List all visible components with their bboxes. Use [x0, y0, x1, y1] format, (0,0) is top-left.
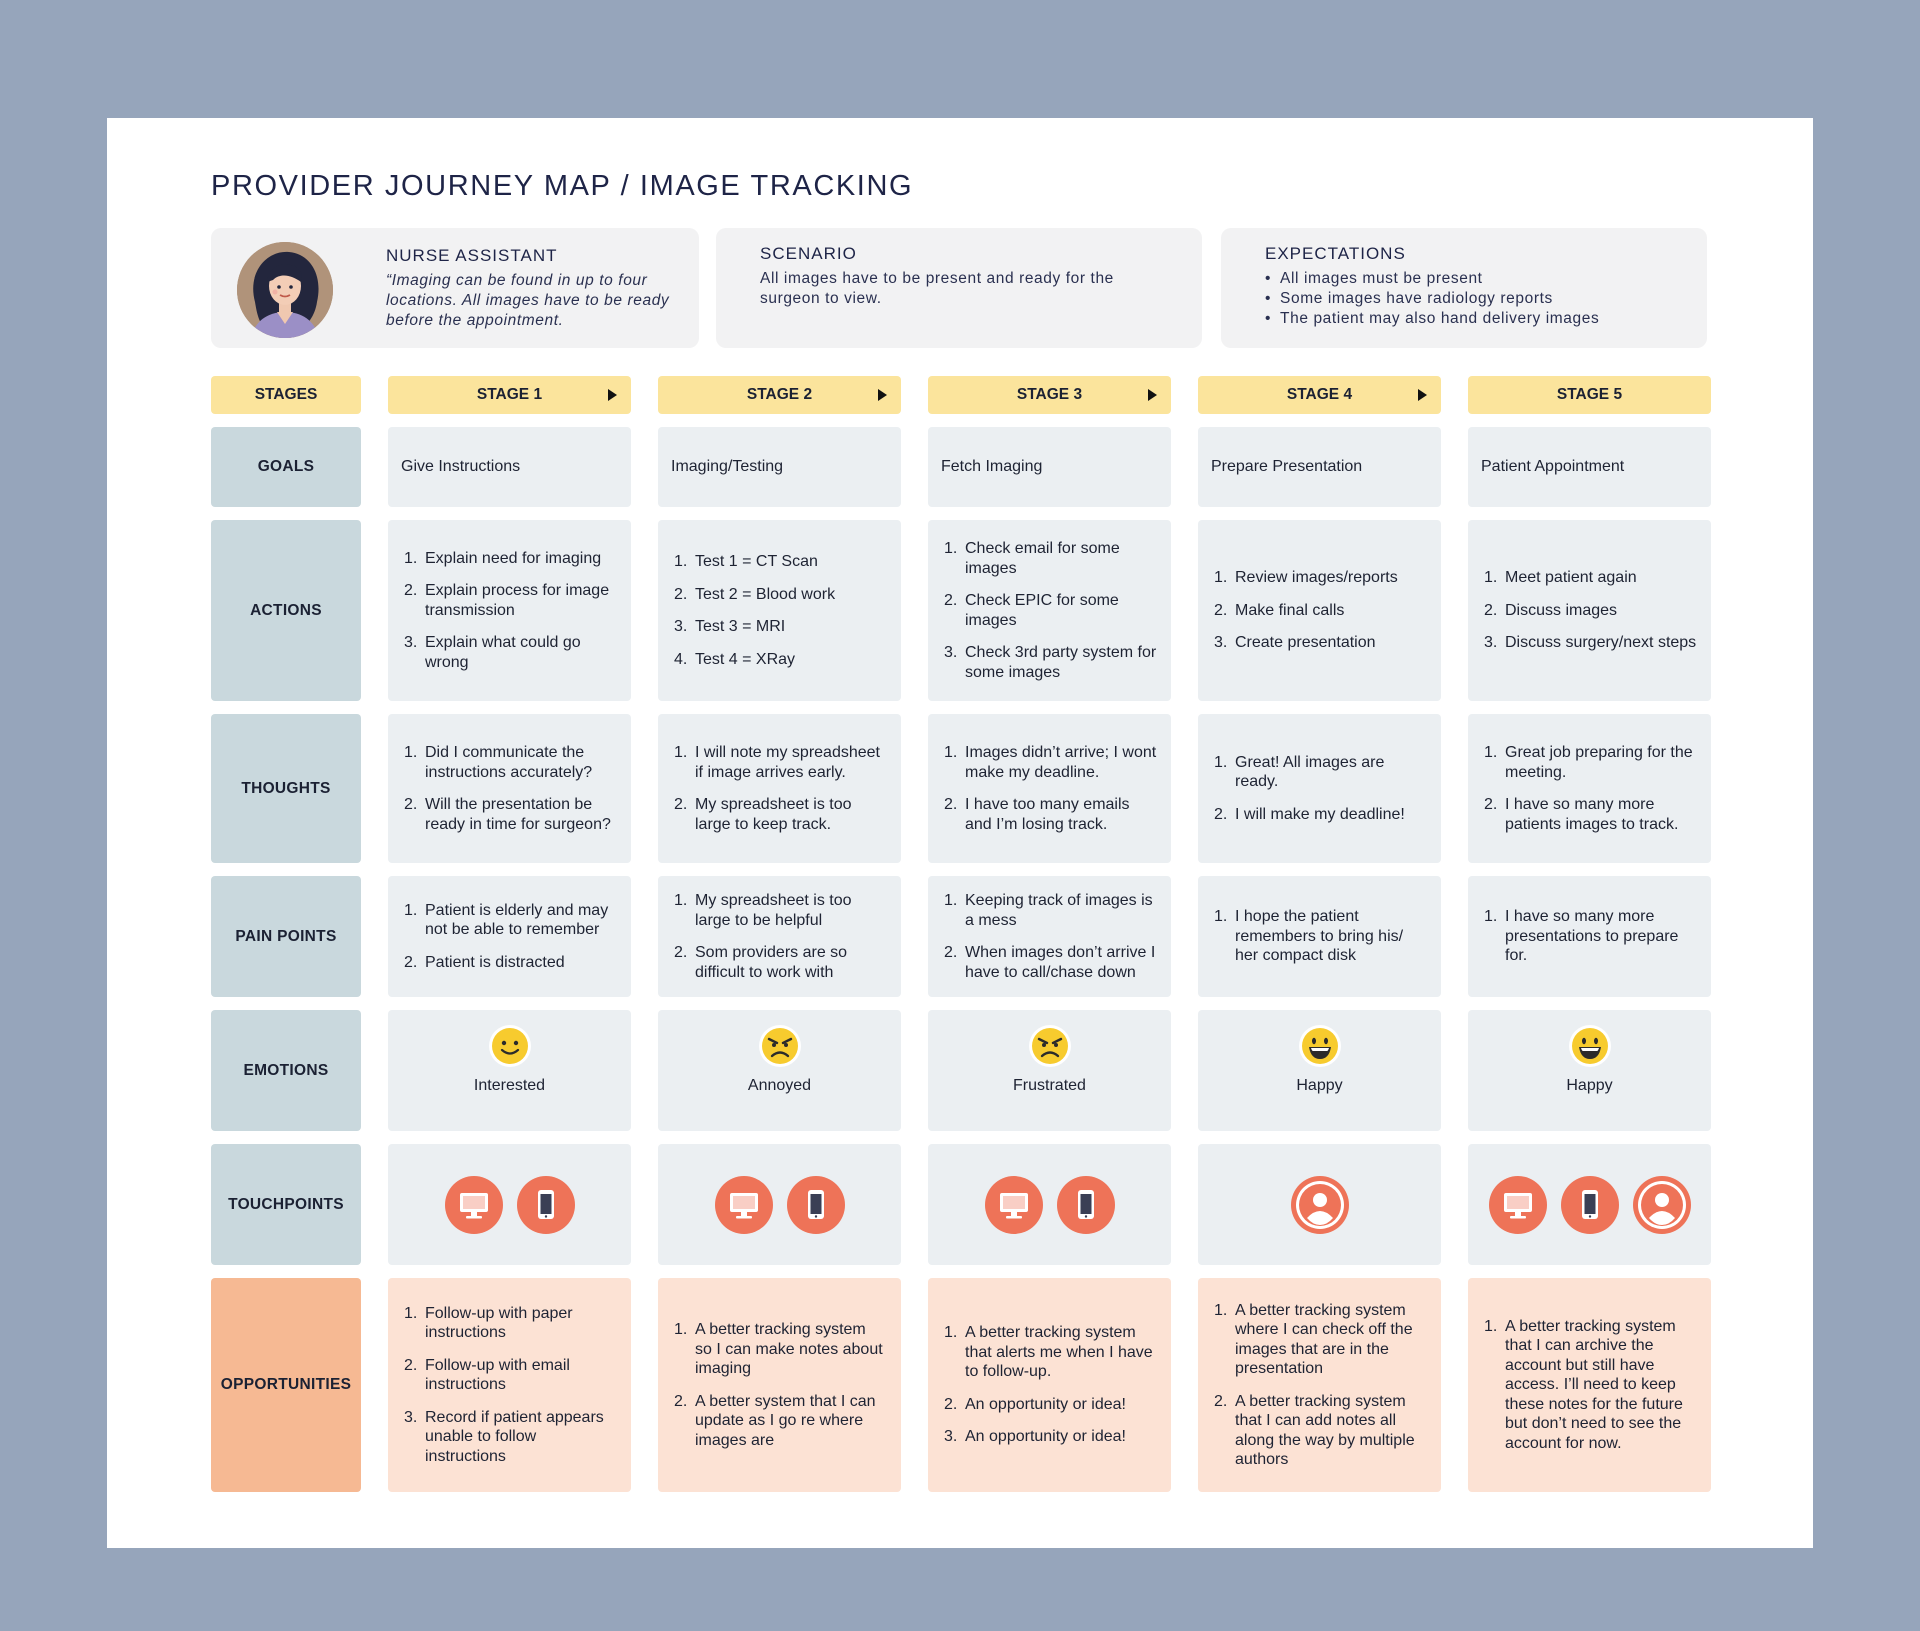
opportunities-item: Follow-up with email instructions	[425, 1356, 570, 1394]
pain-points-item: I hope the patient remembers to bring his/ her compact disk	[1235, 908, 1404, 965]
thoughts-list	[674, 743, 887, 834]
journey-map-sheet	[107, 118, 1813, 1548]
thoughts-item: I will make my deadline!	[1235, 805, 1405, 823]
thoughts-item: I have so many more patients images to track.	[1505, 796, 1679, 833]
pain-points-item: Keeping track of images is a mess	[965, 892, 1153, 929]
actions-cell	[658, 520, 901, 701]
pain-points-item: Som providers are so difficult to work with	[695, 944, 848, 981]
row-label-opportunities: OPPORTUNITIES	[211, 1278, 361, 1492]
actions-item: Discuss surgery/next steps	[1505, 634, 1697, 652]
actions-item: Review images/reports	[1235, 569, 1398, 587]
opportunities-list	[1484, 1317, 1697, 1454]
persona-role: NURSE ASSISTANT	[386, 246, 558, 265]
expectations-card	[1221, 228, 1707, 348]
phone-icon	[517, 1176, 575, 1234]
opportunities-cell	[1468, 1278, 1711, 1492]
happy-face-icon	[1297, 1023, 1343, 1069]
expectations-list	[1265, 269, 1599, 329]
thoughts-item: Great job preparing for the meeting.	[1505, 744, 1693, 781]
pain_points-list	[1214, 907, 1427, 966]
opportunities-item: Record if patient appears unable to follow instructions	[425, 1408, 604, 1465]
thoughts-item: I will note my spreadsheet if image arrives early.	[695, 744, 880, 781]
pain-points-cell	[658, 876, 901, 997]
pain-points-cell	[1198, 876, 1441, 997]
thoughts-item: My spreadsheet is too large to keep track.	[695, 796, 852, 833]
actions-cell	[1468, 520, 1711, 701]
pain_points-list	[1484, 907, 1697, 966]
opportunities-list	[674, 1320, 887, 1450]
opportunities-list	[404, 1304, 617, 1467]
actions-item: Explain what could go wrong	[425, 634, 581, 671]
row-label-actions: ACTIONS	[211, 520, 361, 701]
journey-grid	[211, 376, 1711, 1492]
actions-cell	[388, 520, 631, 701]
goal-cell: Imaging/Testing	[658, 427, 901, 507]
pain-points-item: Patient is distracted	[425, 953, 565, 971]
emotion-label: Happy	[1296, 1077, 1343, 1094]
thoughts-list	[404, 743, 617, 834]
touchpoints-cell	[388, 1144, 631, 1265]
play-arrow-icon	[1148, 389, 1157, 401]
phone-icon	[1561, 1176, 1619, 1234]
thoughts-item: Did I communicate the instructions accurately?	[425, 744, 593, 781]
stage-header-4[interactable]	[1198, 376, 1441, 414]
touchpoints-cell	[1468, 1144, 1711, 1265]
row-label-emotions: EMOTIONS	[211, 1010, 361, 1131]
actions-item: Create presentation	[1235, 634, 1376, 652]
persona-quote: “Imaging can be found in up to four locations. All images have to be ready before the appointment.	[386, 272, 670, 329]
phone-icon	[787, 1176, 845, 1234]
emotion-label: Happy	[1566, 1077, 1613, 1094]
row-label-goals: GOALS	[211, 427, 361, 507]
play-arrow-icon	[1418, 389, 1427, 401]
pain-points-item: When images don’t arrive I have to call/chase down	[965, 944, 1156, 981]
desktop-icon	[1489, 1176, 1547, 1234]
actions-item: Check EPIC for some images	[965, 592, 1119, 629]
nurse-avatar-illustration	[237, 242, 333, 338]
opportunities-item: An opportunity or idea!	[965, 1395, 1126, 1413]
thoughts-list	[1214, 753, 1427, 825]
persona-card	[211, 228, 699, 348]
desktop-icon	[985, 1176, 1043, 1234]
actions-cell	[928, 520, 1171, 701]
expectation-item: • All images must be present	[1265, 269, 1599, 289]
pain-points-cell	[928, 876, 1171, 997]
actions-item: Meet patient again	[1505, 569, 1637, 587]
opportunities-list	[1214, 1301, 1427, 1470]
opportunities-list	[944, 1323, 1157, 1447]
opportunities-item: Follow-up with paper instructions	[425, 1304, 573, 1342]
angry-face-icon	[757, 1023, 803, 1069]
phone-icon	[1057, 1176, 1115, 1234]
actions-item: Discuss images	[1505, 601, 1618, 619]
opportunities-item: A better tracking system that alerts me when I have to follow-up.	[965, 1324, 1153, 1381]
expectations-heading: EXPECTATIONS	[1265, 244, 1406, 263]
thoughts-item: I have too many emails and I’m losing track.	[965, 796, 1130, 833]
page-title: PROVIDER JOURNEY MAP / IMAGE TRACKING	[211, 170, 914, 202]
row-label-stages: STAGES	[211, 376, 361, 414]
pain-points-item: My spreadsheet is too large to be helpful	[695, 892, 852, 929]
emotion-label: Annoyed	[747, 1077, 812, 1094]
stage-header-5[interactable]	[1468, 376, 1711, 414]
pain_points-list	[674, 891, 887, 982]
opportunities-item: A better tracking system so I can make notes about imaging	[695, 1321, 883, 1377]
actions-item: Test 4 = XRay	[695, 650, 796, 668]
pain_points-list	[944, 891, 1157, 982]
opportunities-item: A better tracking system that I can archive the account but still have access. I’ll need to keep these notes for the future but don’t need to see the account for now.	[1505, 1317, 1683, 1452]
opportunities-item: A better system that I can update as I go re where images are	[695, 1392, 876, 1449]
touchpoints-cell	[658, 1144, 901, 1265]
touchpoints-cell	[1198, 1144, 1441, 1265]
row-label-thoughts: THOUGHTS	[211, 714, 361, 863]
row-label-pain-points: PAIN POINTS	[211, 876, 361, 997]
person-icon	[1633, 1176, 1691, 1234]
pain-points-cell	[1468, 876, 1711, 997]
thoughts-item: Great! All images are ready.	[1235, 753, 1385, 791]
actions-list	[674, 552, 835, 669]
thoughts-item: Images didn’t arrive; I wont make my deadline.	[965, 744, 1157, 781]
opportunities-cell	[1198, 1278, 1441, 1492]
actions-item: Check email for some images	[965, 540, 1120, 577]
actions-list	[404, 549, 617, 673]
angry-face-icon	[1027, 1023, 1073, 1069]
emotion-label: Interested	[473, 1077, 546, 1094]
opportunities-cell	[928, 1278, 1171, 1492]
smile-face-icon	[487, 1023, 533, 1069]
actions-item: Test 3 = MRI	[695, 618, 786, 635]
thoughts-cell	[388, 714, 631, 863]
emotion-label: Frustrated	[1013, 1077, 1086, 1094]
stage-name: STAGE 4	[1286, 386, 1353, 403]
thoughts-item: Will the presentation be ready in time for surgeon?	[425, 796, 611, 833]
scenario-text: All images have to be present and ready for the surgeon to view.	[760, 270, 1114, 307]
stage-header-2[interactable]	[658, 376, 901, 414]
opportunities-cell	[658, 1278, 901, 1492]
actions-list	[944, 539, 1157, 682]
emotion-cell	[658, 1010, 901, 1131]
goal-cell: Patient Appointment	[1468, 427, 1711, 507]
pain-points-item: Patient is elderly and may not be able to remember	[425, 901, 609, 939]
scenario-card	[716, 228, 1202, 348]
stage-name: STAGE 5	[1556, 386, 1623, 403]
stage-header-3[interactable]	[928, 376, 1171, 414]
actions-item: Check 3rd party system for some images	[965, 644, 1157, 681]
opportunities-item: A better tracking system where I can check off the images that are in the presentation	[1235, 1301, 1413, 1377]
expectation-item: • The patient may also hand delivery images	[1265, 309, 1599, 329]
stage-name: STAGE 1	[476, 386, 543, 403]
happy-face-icon	[1567, 1023, 1613, 1069]
opportunities-item: A better tracking system that I can add notes all along the way by multiple authors	[1235, 1392, 1415, 1468]
opportunities-cell	[388, 1278, 631, 1492]
actions-list	[1214, 568, 1398, 653]
actions-list	[1484, 568, 1696, 653]
thoughts-cell	[658, 714, 901, 863]
thoughts-cell	[1468, 714, 1711, 863]
thoughts-list	[944, 743, 1157, 834]
stage-name: STAGE 2	[746, 386, 813, 403]
thoughts-cell	[1198, 714, 1441, 863]
row-label-touchpoints: TOUCHPOINTS	[211, 1144, 361, 1265]
actions-item: Test 2 = Blood work	[695, 585, 836, 603]
emotion-cell	[388, 1010, 631, 1131]
expectation-item: • Some images have radiology reports	[1265, 289, 1599, 309]
avatar	[237, 242, 333, 338]
emotion-cell	[1468, 1010, 1711, 1131]
actions-item: Make final calls	[1235, 601, 1345, 619]
goal-cell: Fetch Imaging	[928, 427, 1171, 507]
emotion-cell	[928, 1010, 1171, 1131]
touchpoints-cell	[928, 1144, 1171, 1265]
stage-header-1[interactable]	[388, 376, 631, 414]
actions-cell	[1198, 520, 1441, 701]
thoughts-cell	[928, 714, 1171, 863]
goal-cell: Prepare Presentation	[1198, 427, 1441, 507]
pain-points-cell	[388, 876, 631, 997]
pain_points-list	[404, 901, 617, 973]
pain-points-item: I have so many more presentations to prepare for.	[1505, 908, 1679, 965]
thoughts-list	[1484, 743, 1697, 834]
opportunities-item: An opportunity or idea!	[965, 1428, 1126, 1446]
play-arrow-icon	[608, 389, 617, 401]
emotion-cell	[1198, 1010, 1441, 1131]
person-icon	[1291, 1176, 1349, 1234]
stage-name: STAGE 3	[1016, 386, 1083, 403]
goal-cell: Give Instructions	[388, 427, 631, 507]
actions-item: Explain need for imaging	[425, 549, 602, 567]
scenario-heading: SCENARIO	[760, 244, 857, 263]
actions-item: Explain process for image transmission	[425, 582, 610, 619]
desktop-icon	[715, 1176, 773, 1234]
desktop-icon	[445, 1176, 503, 1234]
play-arrow-icon	[878, 389, 887, 401]
actions-item: Test 1 = CT Scan	[695, 553, 818, 570]
